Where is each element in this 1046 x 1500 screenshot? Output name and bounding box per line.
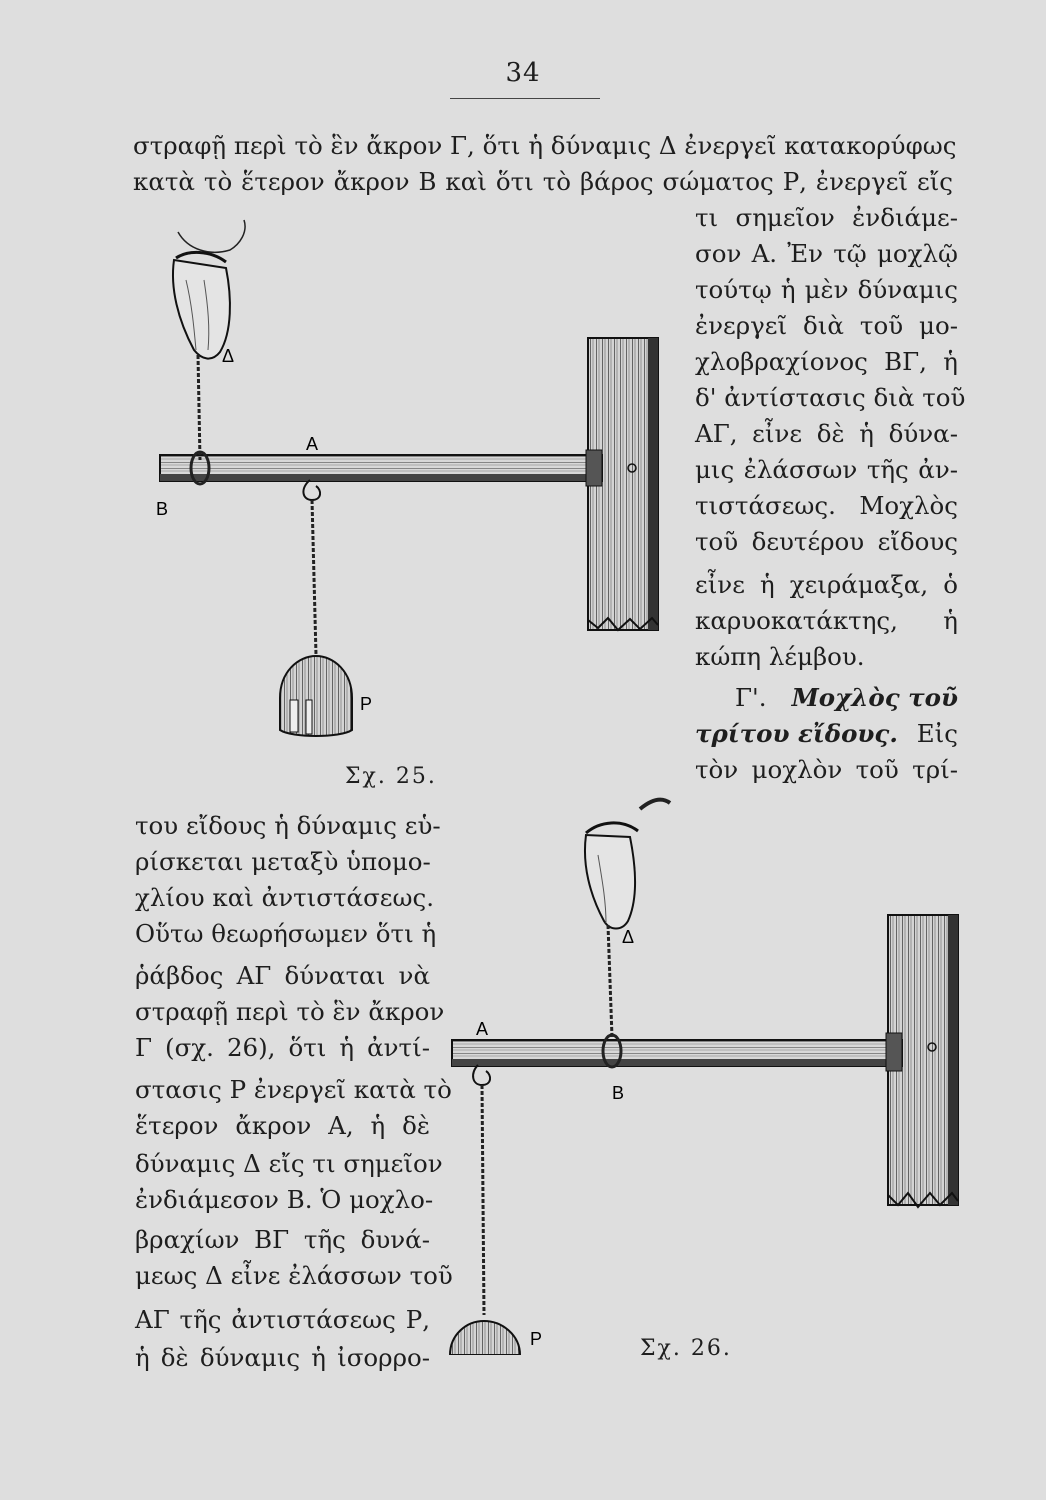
weight-icon: [280, 656, 352, 736]
section-title: Μοχλὸς τοῦ: [791, 683, 958, 712]
text-line: χλοβραχίονος ΒΓ, ἡ: [695, 347, 958, 376]
lever-beam: [160, 450, 602, 486]
text-line: ῥάβδος ΑΓ δύναται νὰ: [135, 961, 430, 990]
label-weight-p: P: [360, 694, 373, 714]
header-rule: [450, 98, 600, 99]
pulling-rope: [198, 355, 200, 460]
weight-rope: [312, 500, 316, 655]
weight-icon: [450, 1321, 520, 1355]
label-point-a: A: [476, 1019, 489, 1039]
section-numeral: Γ'.: [735, 683, 767, 712]
page-number: 34: [505, 58, 541, 88]
pulling-hand-icon: [585, 800, 670, 929]
text-line: σον Α. Ἐν τῷ μοχλῷ: [695, 239, 958, 268]
text-line: στασις Ρ ἐνεργεῖ κατὰ τὸ: [135, 1075, 452, 1104]
text-line: εἶνε ἡ χειράμαξα, ὁ: [695, 570, 958, 599]
text-line: τιστάσεως. Μοχλὸς: [695, 491, 958, 520]
label-point-b: B: [156, 499, 169, 519]
pulling-hand-icon: [173, 220, 245, 359]
section-heading: [735, 680, 958, 716]
text-line: κώπη λέμβου.: [695, 642, 865, 671]
figure-26-caption: Σχ. 26.: [640, 1336, 732, 1361]
text-line: δ' ἀντίστασις διὰ τοῦ: [695, 383, 966, 412]
figure-25-caption: Σχ. 25.: [345, 764, 437, 789]
text-line: στραφῇ περὶ τὸ ἓν ἄκρον: [135, 997, 445, 1026]
text-line: τὸν μοχλὸν τοῦ τρί-: [695, 755, 958, 784]
text-line: δύναμις Δ εἴς τι σημεῖον: [135, 1149, 443, 1178]
text-line: τι σημεῖον ἐνδιάμε-: [695, 203, 958, 232]
text-line: βραχίων ΒΓ τῆς δυνά-: [135, 1225, 430, 1254]
weight-rope: [482, 1085, 484, 1315]
lever-beam: [452, 1033, 902, 1071]
text-line: Οὕτω θεωρήσωμεν ὅτι ἡ: [135, 919, 437, 948]
text-line: ἕτερον ἄκρον Α, ἡ δὲ: [135, 1111, 430, 1140]
hook: [303, 480, 320, 500]
text-line: ΑΓ, εἶνε δὲ ἡ δύνα-: [695, 419, 958, 448]
text-line: τούτῳ ἡ μὲν δύναμις: [695, 275, 958, 304]
text-line: μεως Δ εἶνε ἐλάσσων τοῦ: [135, 1261, 453, 1290]
label-weight-p: P: [530, 1329, 543, 1349]
text-line: ἐνδιάμεσον Β. Ὁ μοχλο-: [135, 1185, 434, 1214]
section-title: τρίτου εἴδους.: [695, 719, 898, 748]
text-line: κατὰ τὸ ἕτερον ἄκρον Β καὶ ὅτι τὸ βάρος σώματος Ρ, ἐνεργεῖ εἴς: [133, 167, 953, 196]
text-line: Γ (σχ. 26), ὅτι ἡ ἀντί-: [135, 1033, 430, 1062]
text-line: στραφῇ περὶ τὸ ἓν ἄκρον Γ, ὅτι ἡ δύναμις Δ ἐνεργεῖ κατακορύφως: [133, 131, 957, 160]
figure-26-illustration: [440, 795, 980, 1355]
label-force-delta: Δ: [622, 927, 635, 947]
text-line: τοῦ δευτέρου εἴδους: [695, 527, 958, 556]
hook: [473, 1065, 490, 1085]
text-line: χλίου καὶ ἀντιστάσεως.: [135, 883, 434, 912]
label-force-delta: Δ: [222, 346, 235, 366]
text-line: του εἴδους ἡ δύναμις εὑ-: [135, 811, 441, 840]
section-heading-line: [695, 716, 958, 752]
pulling-rope: [608, 925, 612, 1037]
label-point-a: A: [306, 434, 319, 454]
text-line: ἡ δὲ δύναμις ἡ ἰσορρο-: [135, 1343, 430, 1372]
label-point-b: B: [612, 1083, 625, 1103]
text-line: καρυοκατάκτης, ἡ: [695, 606, 958, 635]
text-line: ΑΓ τῆς ἀντιστάσεως Ρ,: [135, 1305, 430, 1334]
text-line: μις ἐλάσσων τῆς ἀν-: [695, 455, 958, 484]
figure-25-illustration: [140, 210, 680, 770]
text-line: ἐνεργεῖ διὰ τοῦ μο-: [695, 311, 958, 340]
text-fragment: Εἰς: [916, 719, 958, 748]
text-line: ρίσκεται μεταξὺ ὑπομο-: [135, 847, 431, 876]
